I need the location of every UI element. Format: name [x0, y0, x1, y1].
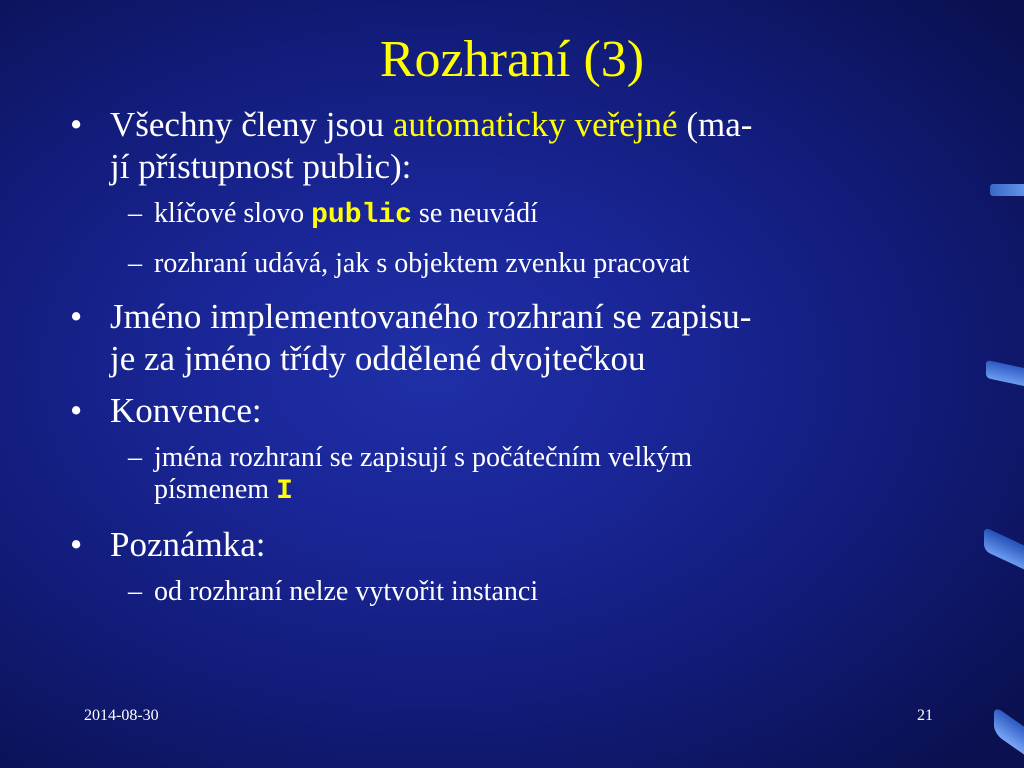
bullet-marker: •: [70, 391, 83, 430]
decorative-stripe-3: [984, 527, 1024, 570]
bullet-text-line1: Jméno implementovaného rozhraní se zapisu-: [110, 297, 752, 336]
sub-item-no-instance: [60, 576, 960, 608]
code-letter-i: I: [276, 476, 293, 507]
bullet-marker: •: [70, 297, 83, 336]
bullet-item-implementation: [60, 296, 960, 380]
sub-list-note: [60, 576, 960, 608]
bullet-list: [60, 104, 960, 624]
dash-marker: –: [128, 576, 142, 607]
decorative-stripe-4: [994, 705, 1024, 754]
sub-item-interface-usage: [60, 248, 960, 280]
decorative-stripe-2: [986, 360, 1024, 386]
bullet-item-conventions: [60, 390, 960, 432]
code-keyword-public: public: [311, 200, 412, 231]
sub-list-conventions: [60, 442, 960, 508]
dash-marker: –: [128, 198, 142, 229]
sub-text-line1: jména rozhraní se zapisují s počátečním velkým: [154, 442, 693, 473]
sub-text-part: písmenem: [154, 474, 277, 505]
decorative-stripe-1: [990, 184, 1024, 196]
dash-marker: –: [128, 442, 142, 473]
slide-title: Rozhraní (3): [379, 31, 645, 88]
dash-marker: –: [128, 248, 142, 279]
sub-item-naming: [60, 442, 960, 508]
bullet-marker: •: [70, 525, 83, 564]
sub-item-keyword: [60, 198, 960, 232]
footer-date: 2014-08-30: [84, 707, 159, 724]
bullet-text-line2: jí přístupnost public):: [110, 147, 412, 186]
bullet-text-line2: je za jméno třídy oddělené dvojtečkou: [110, 339, 646, 378]
bullet-item-members: [60, 104, 960, 188]
bullet-text-part: Všechny členy jsou: [110, 105, 393, 144]
bullet-text: Konvence:: [110, 391, 262, 430]
highlighted-text: automaticky veřejné: [392, 105, 678, 144]
sub-text-part: se neuvádí: [411, 198, 538, 229]
bullet-item-note: [60, 524, 960, 566]
sub-text: od rozhraní nelze vytvořit instanci: [154, 576, 539, 607]
sub-text-part: klíčové slovo: [154, 198, 312, 229]
footer-page-number: 21: [917, 707, 933, 724]
bullet-marker: •: [70, 105, 83, 144]
bullet-text: Poznámka:: [110, 525, 266, 564]
bullet-text-part: (ma-: [677, 105, 753, 144]
sub-text: rozhraní udává, jak s objektem zvenku pracovat: [154, 248, 690, 279]
sub-list-members: [60, 198, 960, 280]
